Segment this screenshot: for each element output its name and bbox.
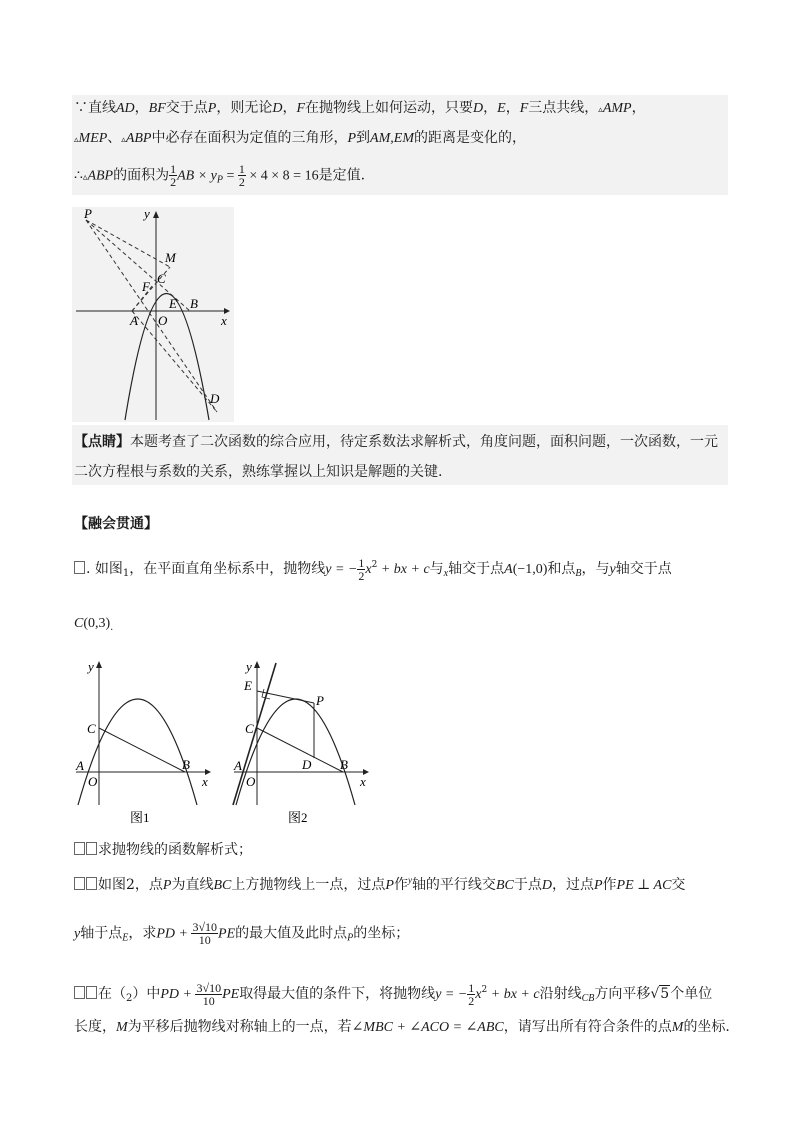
math-sqrt5: 5 <box>660 986 670 1002</box>
question-number-placeholder <box>74 877 85 890</box>
question-2-cont <box>74 921 409 949</box>
text: 作 <box>393 877 408 893</box>
math-AM-EM: AM,EM <box>370 131 414 146</box>
math-expr: + bx + c <box>377 562 430 577</box>
math-x: x <box>443 568 449 579</box>
text: . 如图 <box>86 561 123 577</box>
text: 求抛物线的函数解析式； <box>98 842 252 858</box>
label-D: D <box>210 391 220 406</box>
solution-line-1 <box>74 98 646 120</box>
label-C: C <box>157 271 166 286</box>
text: 沿射线 <box>539 986 582 1002</box>
math-F: F <box>296 101 306 116</box>
text: ∵直线 <box>74 100 116 116</box>
math-sup: 2 <box>481 985 488 995</box>
math-D: D <box>473 101 484 116</box>
question-number-placeholder <box>74 842 85 855</box>
comment-text: 二次方程根与系数的关系，熟练掌握以上知识是解题的关键. <box>74 464 443 480</box>
math-C: C <box>74 616 84 631</box>
figure-background <box>72 207 234 422</box>
math-P: P <box>593 878 603 893</box>
question-3 <box>74 980 712 1009</box>
comment-line-1 <box>74 432 718 452</box>
math-P: P <box>207 101 217 116</box>
math-PE: PE <box>222 987 240 1002</box>
math-D: D <box>541 878 552 893</box>
math-ABP: ABP <box>87 168 114 184</box>
figure-caption: 图1 <box>130 810 150 825</box>
label-D: D <box>302 757 312 772</box>
math-MEP: MEP <box>78 131 108 146</box>
label-x: x <box>202 774 208 789</box>
text: 在抛物线上如何运动，只要 <box>305 100 474 116</box>
text: ，与 <box>581 561 610 577</box>
label-F: F <box>142 279 150 294</box>
label-A: A <box>130 313 138 328</box>
problem-point-C <box>74 613 113 638</box>
text: 三点共线， <box>528 100 599 116</box>
therefore-symbol: ∴ <box>74 167 83 184</box>
math-x: x <box>365 562 372 577</box>
text: ，过点 <box>551 877 594 893</box>
parabola <box>236 699 355 805</box>
fraction-half: $\frac{1}{2}$ <box>170 162 177 189</box>
math-A: A <box>504 562 513 577</box>
math-y-eq: y = − <box>435 987 468 1002</box>
text: ， <box>505 100 520 116</box>
math-PD: PD + <box>156 926 192 942</box>
math-BC: BC <box>213 878 232 893</box>
math-P: P <box>347 131 357 146</box>
text: 交 <box>671 877 686 893</box>
text: 长度， <box>74 1019 116 1035</box>
fraction-half: $\frac{1}{2}$ <box>238 162 245 189</box>
text: 的距离是变化的， <box>413 130 526 146</box>
question-ref-number: 2 <box>126 993 133 1004</box>
label-y: y <box>246 659 252 674</box>
text: 上方抛物线上一点，过点 <box>231 877 386 893</box>
math-M: M <box>671 1020 684 1035</box>
text: 的坐标； <box>353 925 410 942</box>
math-B: B <box>575 568 582 579</box>
text: 轴交于点 <box>615 561 672 577</box>
text: 为直线 <box>171 877 214 893</box>
math-A-coord: (−1,0) <box>512 562 548 577</box>
math-PD: PD + <box>160 987 196 1002</box>
text: 如图 <box>98 877 126 893</box>
text: 轴于点 <box>80 925 123 942</box>
question-number-placeholder <box>86 986 97 999</box>
text: 取得最大值的条件下，将抛物线 <box>239 986 436 1002</box>
triangle-symbol: ▵ <box>82 172 88 183</box>
solution-line-2 <box>74 128 526 150</box>
math-x: x <box>475 987 482 1002</box>
y-axis-arrow <box>254 661 260 668</box>
figure-number: 2 <box>126 877 135 893</box>
section-title: 【融会贯通】 <box>74 516 158 532</box>
text: 、 <box>107 130 122 146</box>
math-AD: AD <box>116 101 135 116</box>
question-3-cont <box>74 1017 730 1038</box>
math-E: E <box>122 932 129 944</box>
triangle-symbol: ▵ <box>598 105 603 115</box>
label-C: C <box>245 721 254 736</box>
label-O: O <box>158 313 168 328</box>
text: 轴的平行线交 <box>411 877 496 893</box>
text: 到 <box>356 130 371 146</box>
math-AMP: AMP <box>602 101 632 116</box>
label-E: E <box>244 678 252 693</box>
text: ， <box>631 100 646 116</box>
math-E: E <box>497 101 506 116</box>
math-y-eq: y = − <box>325 562 358 577</box>
math-sup: 2 <box>371 560 378 570</box>
fraction-3sqrt10-10: $\frac{3√10}{10}$ <box>196 980 222 1008</box>
math-P: P <box>162 878 172 893</box>
question-2 <box>74 870 685 896</box>
math-expr: × 4 × 8 = 16 <box>245 168 319 184</box>
math-BC: BC <box>495 878 514 893</box>
label-E: E <box>169 296 177 311</box>
text: 作 <box>602 877 617 893</box>
text: 与 <box>429 561 444 577</box>
figure-caption: 图2 <box>288 810 308 825</box>
math-BF: BF <box>148 101 166 116</box>
math-expr: + bx + c <box>487 987 540 1002</box>
label-A: A <box>76 758 84 773</box>
text: 于点 <box>513 877 542 893</box>
solution-figure <box>72 207 234 422</box>
text: 的最大值及此时点 <box>235 925 348 942</box>
math-y: y <box>74 926 81 942</box>
label-P: P <box>84 207 92 221</box>
text: 在（ <box>98 986 126 1002</box>
math-P: P <box>385 878 394 893</box>
text: ，则无论 <box>216 100 273 116</box>
label-O: O <box>246 774 256 789</box>
comment-label: 【点睛】 <box>74 434 130 450</box>
question-number-placeholder <box>86 842 97 855</box>
triangle-symbol: ▵ <box>121 135 126 145</box>
solution-line-3 <box>74 163 365 191</box>
label-P: P <box>316 693 324 708</box>
math-CB: CB <box>581 993 595 1004</box>
math-sub: P <box>216 174 223 186</box>
fraction-3sqrt10-10: $\frac{3√10}{10}$ <box>192 920 218 947</box>
text: 方向平移 <box>594 986 651 1002</box>
question-1 <box>74 840 252 860</box>
text: ，请写出所有符合条件的点 <box>503 1019 672 1035</box>
parabola <box>78 699 197 805</box>
comment-line-2 <box>74 462 442 482</box>
fraction-half: $\frac{1}{2}$ <box>468 980 475 1008</box>
label-B: B <box>340 757 348 772</box>
math-PE-perp-AC: PE ⊥ AC <box>616 878 672 893</box>
math-expr: AB × y <box>177 168 217 184</box>
label-M: M <box>165 250 176 265</box>
text: 是定值. <box>318 167 366 184</box>
text: ，在平面直角坐标系中，抛物线 <box>129 561 326 577</box>
math-P: P <box>347 932 354 944</box>
text: 的面积为 <box>113 167 170 184</box>
label-B: B <box>182 757 190 772</box>
question-number-placeholder <box>74 561 85 574</box>
math-M: M <box>116 1020 128 1035</box>
text: 的坐标. <box>683 1019 730 1035</box>
comment-text: 本题考查了二次函数的综合应用，待定系数法求解析式，角度问题，面积问题，一次函数，一元 <box>130 434 718 450</box>
math-F: F <box>519 101 529 116</box>
label-y: y <box>88 659 94 674</box>
question-number-placeholder <box>74 986 85 999</box>
label-A: A <box>234 758 242 773</box>
text: ，点 <box>134 877 163 893</box>
figure-1 <box>70 655 215 830</box>
label-C: C <box>87 721 96 736</box>
sqrt-symbol: √ <box>650 986 660 1002</box>
figure-number: 1 <box>122 568 130 579</box>
figure-2 <box>228 655 373 830</box>
math-C-coord: (0,3) <box>83 616 111 631</box>
text: 中必存在面积为定值的三角形， <box>151 130 348 146</box>
math-y: y <box>407 875 412 885</box>
math-ABP: ABP <box>125 131 152 146</box>
text: 为平移后抛物线对称轴上的一点，若 <box>127 1019 352 1035</box>
text: . <box>110 622 114 633</box>
math-equals: = <box>222 168 238 184</box>
text: 轴交于点 <box>448 561 505 577</box>
label-x: x <box>221 313 227 328</box>
text: ， <box>483 100 498 116</box>
text: ）中 <box>132 986 161 1002</box>
text: 交于点 <box>165 100 208 116</box>
problem-intro <box>74 555 672 584</box>
math-PE: PE <box>218 926 236 942</box>
triangle-symbol: ▵ <box>74 135 79 145</box>
text: ，求 <box>128 925 157 942</box>
text: ， <box>282 100 297 116</box>
label-B: B <box>190 296 198 311</box>
question-number-placeholder <box>86 877 97 890</box>
label-x: x <box>360 774 366 789</box>
text: 和点 <box>547 561 576 577</box>
text: ， <box>134 100 149 116</box>
text: 个单位 <box>670 986 713 1002</box>
label-y: y <box>144 207 150 221</box>
label-O: O <box>88 774 98 789</box>
math-angle-condition: ∠MBC + ∠ACO = ∠ABC <box>351 1020 504 1035</box>
math-D: D <box>272 101 283 116</box>
fraction-half: $\frac{1}{2}$ <box>358 555 365 583</box>
math-y: y <box>609 562 616 577</box>
y-axis-arrow <box>96 661 102 668</box>
